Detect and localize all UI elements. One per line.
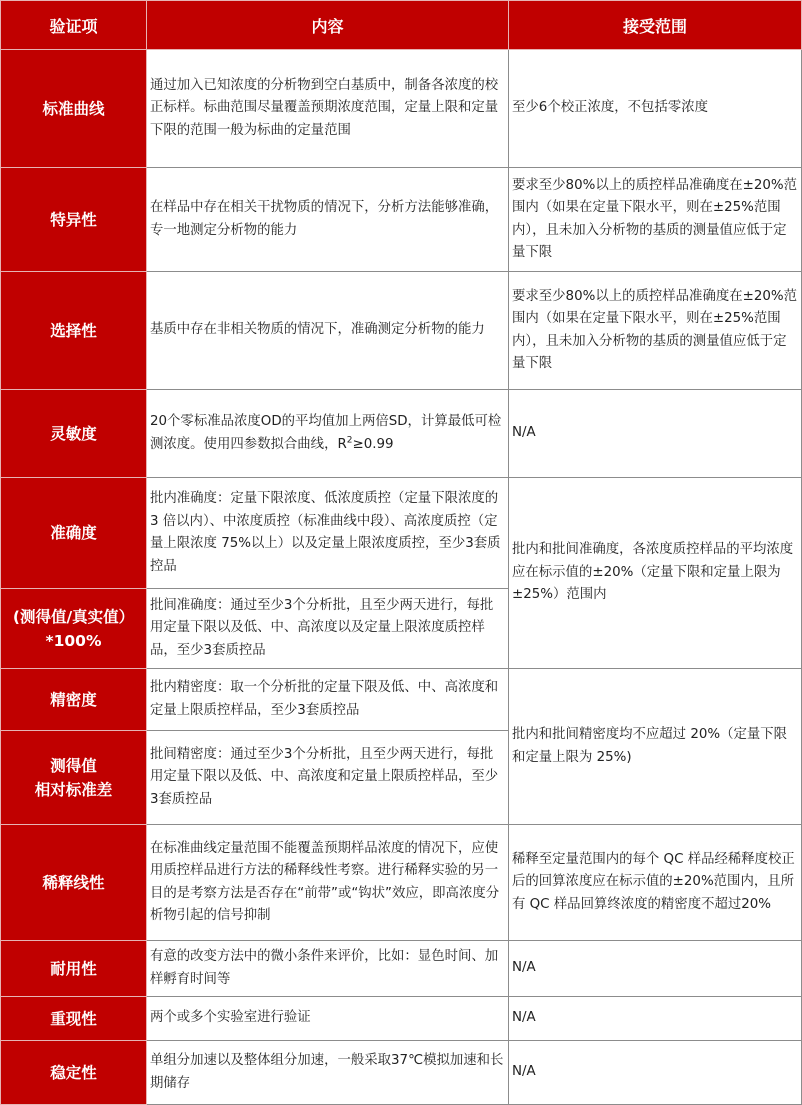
row-label: 特异性 (1, 168, 147, 272)
row-label: 准确度 (1, 478, 147, 589)
row-label: 选择性 (1, 272, 147, 390)
row-range: 要求至少80%以上的质控样品准确度在±20%范围内（如果在定量下限水平，则在±25%范围内），且未加入分析物的基质的测量值应低于定量下限 (509, 168, 802, 272)
content-text: 20个零标准品浓度OD的平均值加上两倍SD，计算最低可检测浓度。使用四参数拟合曲线，R (150, 414, 502, 452)
row-label: 精密度 (1, 669, 147, 731)
row-label-line: 测得值 (50, 756, 97, 775)
table-row (1, 669, 802, 731)
row-label-line: 相对标准差 (34, 780, 113, 799)
row-range: N/A (509, 941, 802, 997)
row-range: N/A (509, 1041, 802, 1105)
row-content: 单组分加速以及整体组分加速，一般采取37℃模拟加速和长期储存 (147, 1041, 509, 1105)
header-range: 接受范围 (509, 1, 802, 50)
header-item: 验证项 (1, 1, 147, 50)
row-content: 基质中存在非相关物质的情况下，准确测定分析物的能力 (147, 272, 509, 390)
superscript: 2 (346, 435, 353, 446)
row-label: 耐用性 (1, 941, 147, 997)
table-row (1, 1041, 802, 1105)
row-range: N/A (509, 390, 802, 478)
table-row (1, 478, 802, 589)
row-range: N/A (509, 997, 802, 1041)
row-content: 批间精密度：通过至少3个分析批，且至少两天进行，每批用定量下限以及低、中、高浓度和定量上限质控样品，至少3套质控品 (147, 731, 509, 825)
row-label: 稀释线性 (1, 825, 147, 941)
row-label: 重现性 (1, 997, 147, 1041)
row-content: 在标准曲线定量范围不能覆盖预期样品浓度的情况下，应使用质控样品进行方法的稀释线性考察。进行稀释实验的另一目的是考察方法是否存在“前带”或“钩状”效应，即高浓度分析物引起的信号抑制 (147, 825, 509, 941)
content-text: ≥0.99 (352, 436, 394, 452)
row-label (1, 731, 147, 825)
row-content: 批间准确度：通过至少3个分析批，且至少两天进行，每批用定量下限以及低、中、高浓度以及定量上限浓度质控样品，至少3套质控品 (147, 589, 509, 669)
row-content: 在样品中存在相关干扰物质的情况下，分析方法能够准确，专一地测定分析物的能力 (147, 168, 509, 272)
table-row (1, 168, 802, 272)
row-range-merged: 批内和批间准确度，各浓度质控样品的平均浓度应在标示值的±20%（定量下限和定量上限为±25%）范围内 (509, 478, 802, 669)
row-content: 两个或多个实验室进行验证 (147, 997, 509, 1041)
row-content: 批内准确度：定量下限浓度、低浓度质控（定量下限浓度的 3 倍以内）、中浓度质控（标准曲线中段）、高浓度质控（定量上限浓度 75%以上）以及定量上限浓度质控，至少3套质控品 (147, 478, 509, 589)
row-label: 标准曲线 (1, 50, 147, 168)
header-content: 内容 (147, 1, 509, 50)
row-content (147, 390, 509, 478)
table-row (1, 390, 802, 478)
header-row (1, 1, 802, 50)
row-content: 批内精密度：取一个分析批的定量下限及低、中、高浓度和定量上限质控样品，至少3套质控品 (147, 669, 509, 731)
row-content: 有意的改变方法中的微小条件来评价，比如：显色时间、加样孵育时间等 (147, 941, 509, 997)
table-row (1, 50, 802, 168)
row-range-merged: 批内和批间精密度均不应超过 20%（定量下限和定量上限为 25%) (509, 669, 802, 825)
table-row (1, 997, 802, 1041)
row-range: 稀释至定量范围内的每个 QC 样品经稀释度校正后的回算浓度应在标示值的±20%范围内，且所有 QC 样品回算终浓度的精密度不超过20% (509, 825, 802, 941)
row-content: 通过加入已知浓度的分析物到空白基质中，制备各浓度的校正标样。标曲范围尽量覆盖预期浓度范围，定量上限和定量下限的范围一般为标曲的定量范围 (147, 50, 509, 168)
row-label: 灵敏度 (1, 390, 147, 478)
row-label: 稳定性 (1, 1041, 147, 1105)
table-row (1, 941, 802, 997)
row-label: (测得值/真实值）*100% (1, 589, 147, 669)
row-range: 要求至少80%以上的质控样品准确度在±20%范围内（如果在定量下限水平，则在±25%范围内），且未加入分析物的基质的测量值应低于定量下限 (509, 272, 802, 390)
row-range: 至少6个校正浓度，不包括零浓度 (509, 50, 802, 168)
table-row (1, 272, 802, 390)
table-row (1, 825, 802, 941)
